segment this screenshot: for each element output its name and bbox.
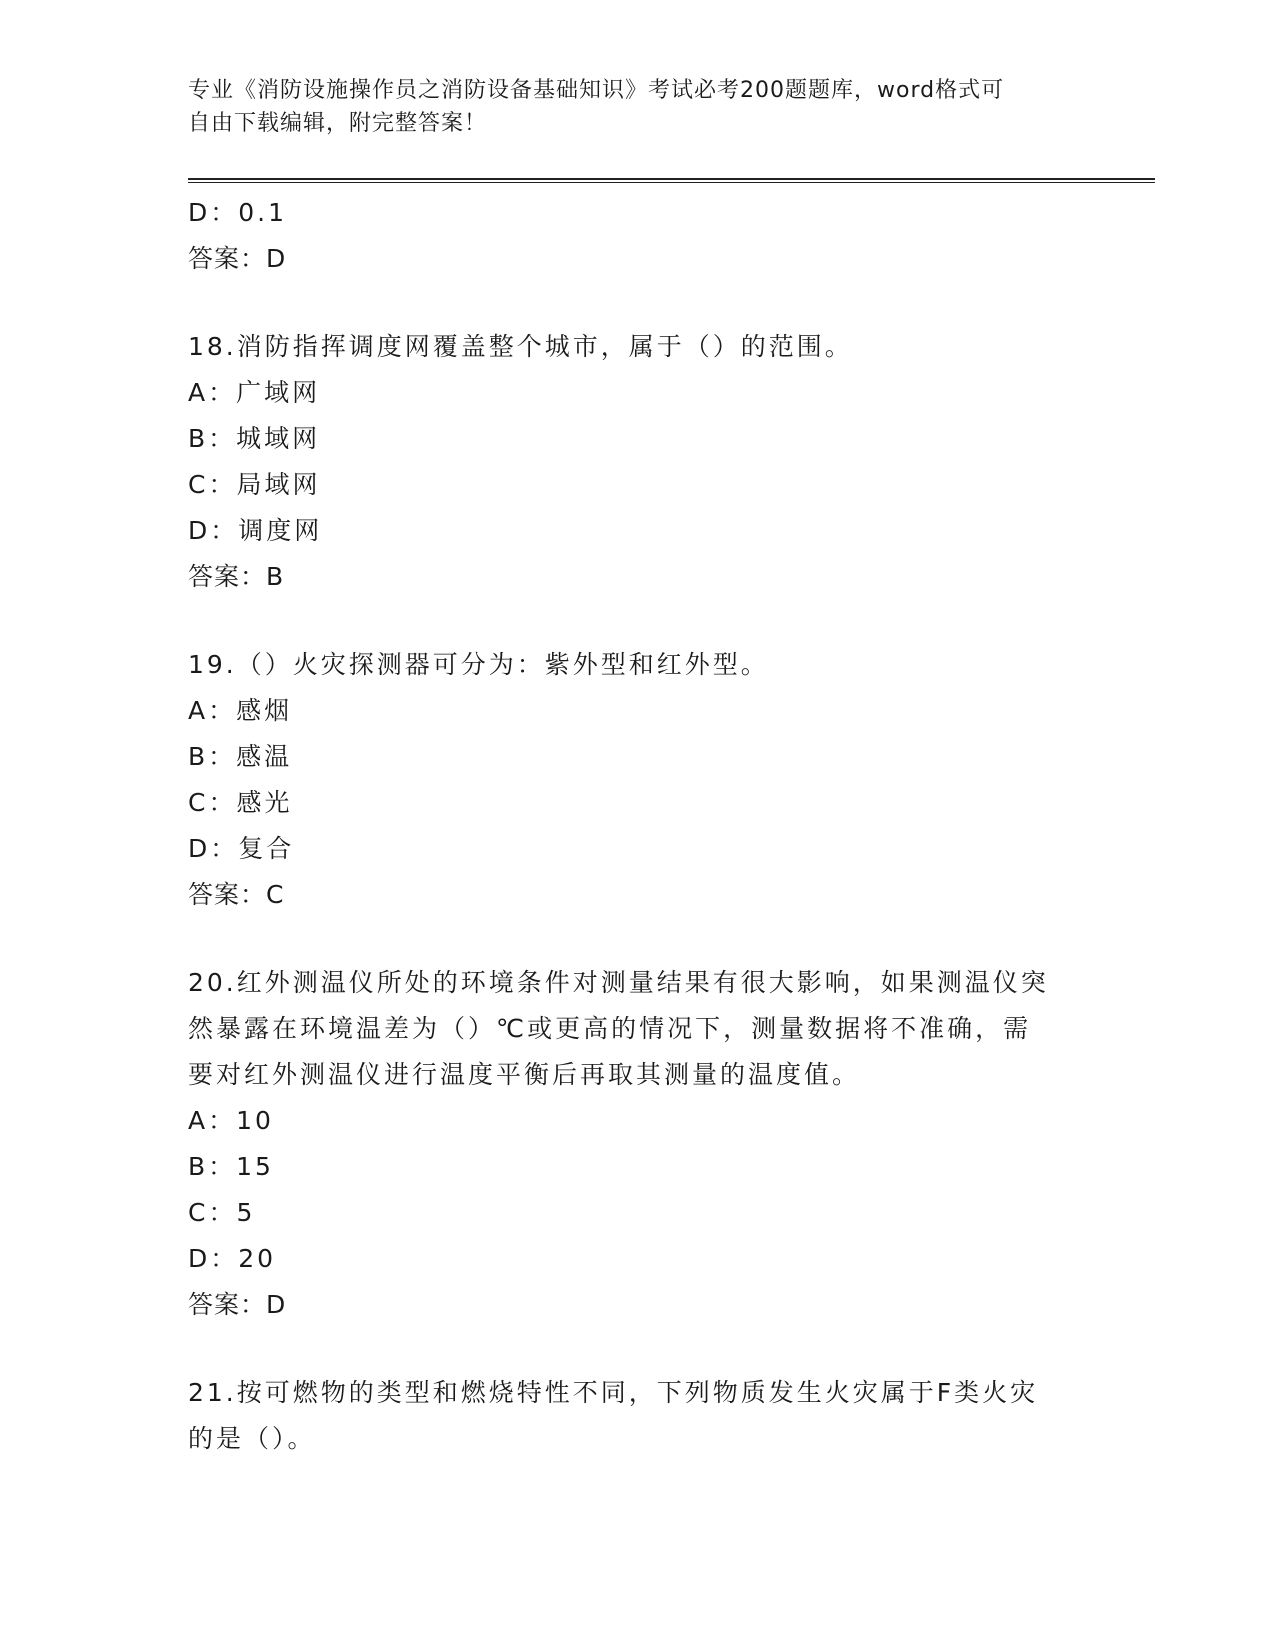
- header-line-1: 专业《消防设施操作员之消防设备基础知识》考试必考200题题库，word格式可: [188, 78, 1005, 103]
- answer: 答案：B: [188, 562, 285, 591]
- option-b: B：15: [188, 1152, 274, 1181]
- answer: 答案：C: [188, 880, 285, 909]
- option-c: C：5: [188, 1198, 256, 1227]
- question-stem-line-1: 21.按可燃物的类型和燃烧特性不同，下列物质发生火灾属于F类火灾: [188, 1378, 1039, 1407]
- question-stem: 19.（）火灾探测器可分为：紫外型和红外型。: [188, 650, 769, 679]
- question-stem-line-2: 然暴露在环境温差为（）℃或更高的情况下，测量数据将不准确，需: [188, 1014, 1032, 1043]
- question-stem-line-1: 20.红外测温仪所处的环境条件对测量结果有很大影响，如果测温仪突: [188, 968, 1049, 997]
- option-c: C：局域网: [188, 470, 321, 499]
- answer: 答案：D: [188, 244, 287, 273]
- option-d: D：0.1: [188, 198, 288, 227]
- option-d: D：调度网: [188, 516, 323, 545]
- option-a: A：10: [188, 1106, 274, 1135]
- option-d: D：20: [188, 1244, 277, 1273]
- header-divider: [188, 178, 1155, 183]
- option-a: A：感烟: [188, 696, 293, 725]
- option-a: A：广域网: [188, 378, 321, 407]
- question-stem: 18.消防指挥调度网覆盖整个城市，属于（）的范围。: [188, 332, 853, 361]
- question-19: [188, 642, 1088, 918]
- option-d: D：复合: [188, 834, 295, 863]
- page-header: [188, 74, 1068, 140]
- option-b: B：感温: [188, 742, 293, 771]
- question-18: [188, 324, 1088, 600]
- answer: 答案：D: [188, 1290, 287, 1319]
- option-b: B：城域网: [188, 424, 321, 453]
- question-20: [188, 960, 1088, 1328]
- question-list: [188, 190, 1088, 1462]
- question-21: [188, 1370, 1088, 1462]
- question-stem-line-2: 的是（）。: [188, 1424, 316, 1453]
- question-stem-line-3: 要对红外测温仪进行温度平衡后再取其测量的温度值。: [188, 1060, 861, 1089]
- header-line-2: 自由下载编辑，附完整答案！: [188, 111, 488, 136]
- option-c: C：感光: [188, 788, 293, 817]
